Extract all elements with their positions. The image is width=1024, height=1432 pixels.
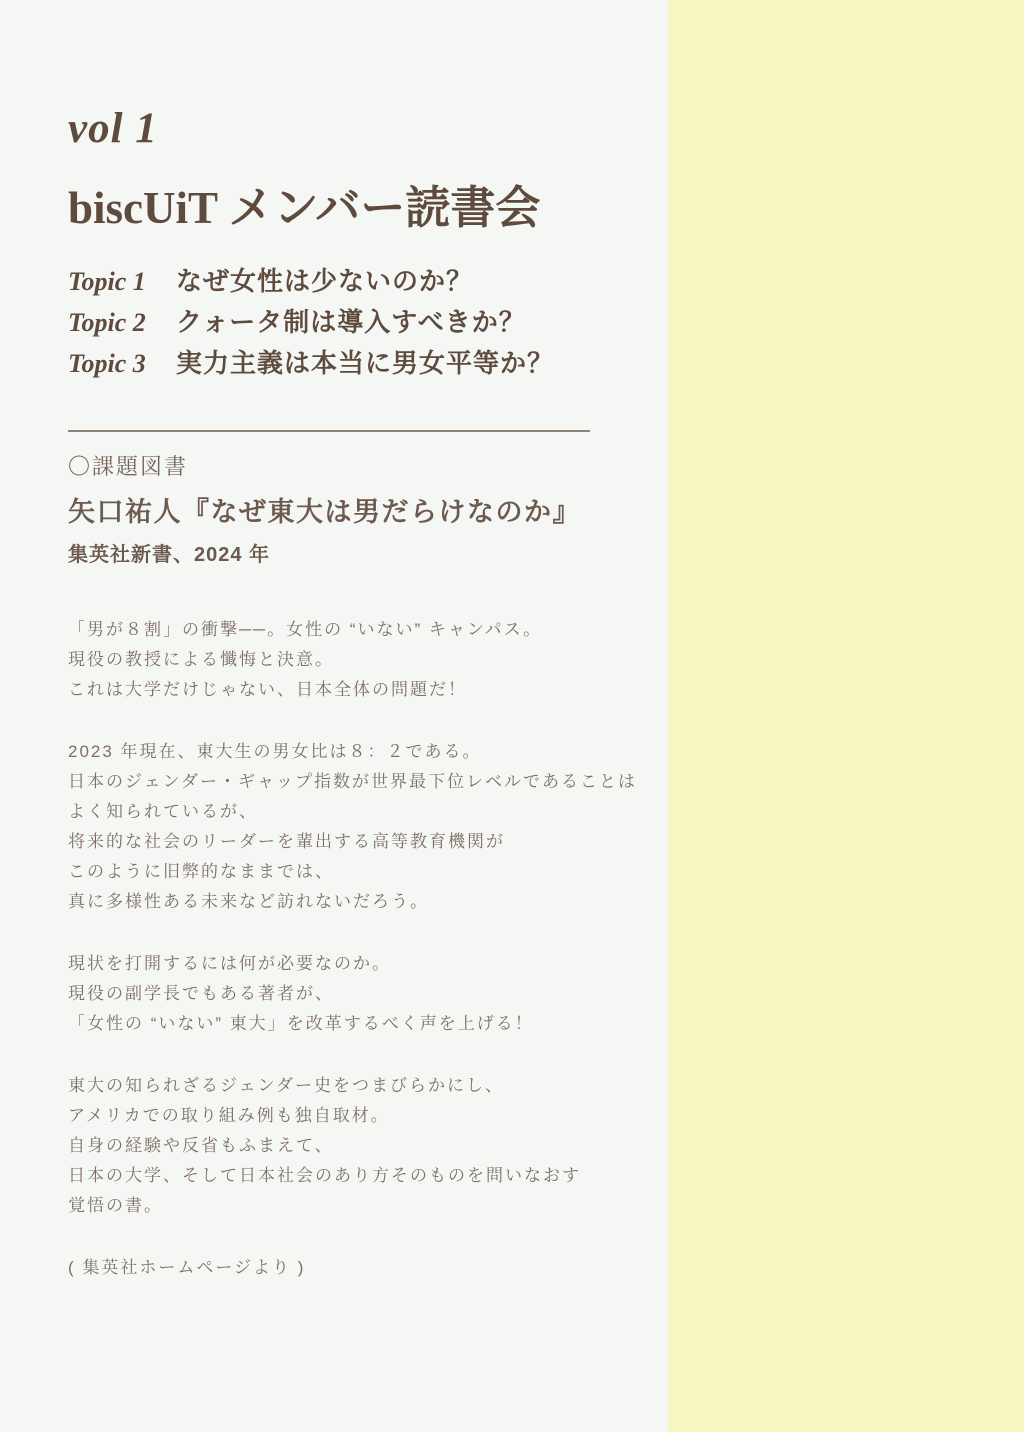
- description-line: これは大学だけじゃない、日本全体の問題だ！: [68, 679, 467, 699]
- topic-2-label: Topic 2: [68, 308, 146, 338]
- description-line: 真に多様性ある未来など訪れないだろう。: [68, 891, 429, 911]
- description-paragraph-1: [68, 615, 608, 705]
- description-paragraph-3: [68, 949, 608, 1039]
- topic-1-label: Topic 1: [68, 267, 146, 297]
- description-line: 日本の大学、そして日本社会のあり方そのものを問いなおす: [68, 1165, 581, 1185]
- page-title: biscUiT メンバー読書会: [68, 183, 541, 234]
- description-line: 現役の副学長でもある著者が、: [68, 983, 334, 1003]
- topic-3-label: Topic 3: [68, 349, 146, 379]
- description-line: アメリカでの取り組み例も独自取材。: [68, 1105, 390, 1125]
- description-line: 日本のジェンダー・ギャップ指数が世界最下位レベルであることは: [68, 771, 637, 791]
- description-line: 「女性の “いない” 東大」を改革するべく声を上げる！: [68, 1013, 534, 1033]
- description-line: 覚悟の書。: [68, 1195, 163, 1215]
- description-line: 東大の知られざるジェンダー史をつまびらかにし、: [68, 1075, 504, 1095]
- book-title: 矢口祐人『なぜ東大は男だらけなのか』: [68, 496, 581, 527]
- description-line: 2023 年現在、東大生の男女比は８：２である。: [68, 741, 482, 761]
- topic-row-1: [68, 261, 608, 302]
- topic-1-text: なぜ女性は少ないのか？: [176, 267, 474, 297]
- topic-list: [68, 261, 608, 384]
- description-line: 現役の教授による懺悔と決意。: [68, 649, 334, 669]
- description-line: 自身の経験や反省もふまえて、: [68, 1135, 334, 1155]
- topic-2-text: クォータ制は導入すべきか？: [176, 308, 526, 338]
- description-line: 将来的な社会のリーダーを輩出する高等教育機関が: [68, 831, 505, 851]
- topic-3-text: 実力主義は本当に男女平等か？: [176, 349, 555, 379]
- volume-label: vol 1: [68, 105, 158, 152]
- description-line: 「男が８割」の衝撃──。女性の “いない” キャンパス。: [68, 619, 543, 639]
- description-paragraph-2: [68, 737, 637, 917]
- description-paragraph-4: [68, 1071, 608, 1221]
- topic-row-2: [68, 302, 608, 343]
- flyer-content: [68, 0, 637, 1283]
- book-publisher: 集英社新書、2024 年: [68, 543, 271, 566]
- source-attribution: ( 集英社ホームページより ): [68, 1257, 306, 1277]
- assigned-book-heading: 〇課題図書: [68, 454, 189, 480]
- description-line: よく知られているが、: [68, 801, 258, 821]
- description-line: このように旧弊的なままでは、: [68, 861, 334, 881]
- section-divider: [68, 430, 590, 432]
- topic-row-3: [68, 343, 608, 384]
- description-line: 現状を打開するには何が必要なのか。: [68, 953, 391, 973]
- yellow-accent-band: [668, 0, 1024, 1432]
- book-description: [68, 615, 637, 1283]
